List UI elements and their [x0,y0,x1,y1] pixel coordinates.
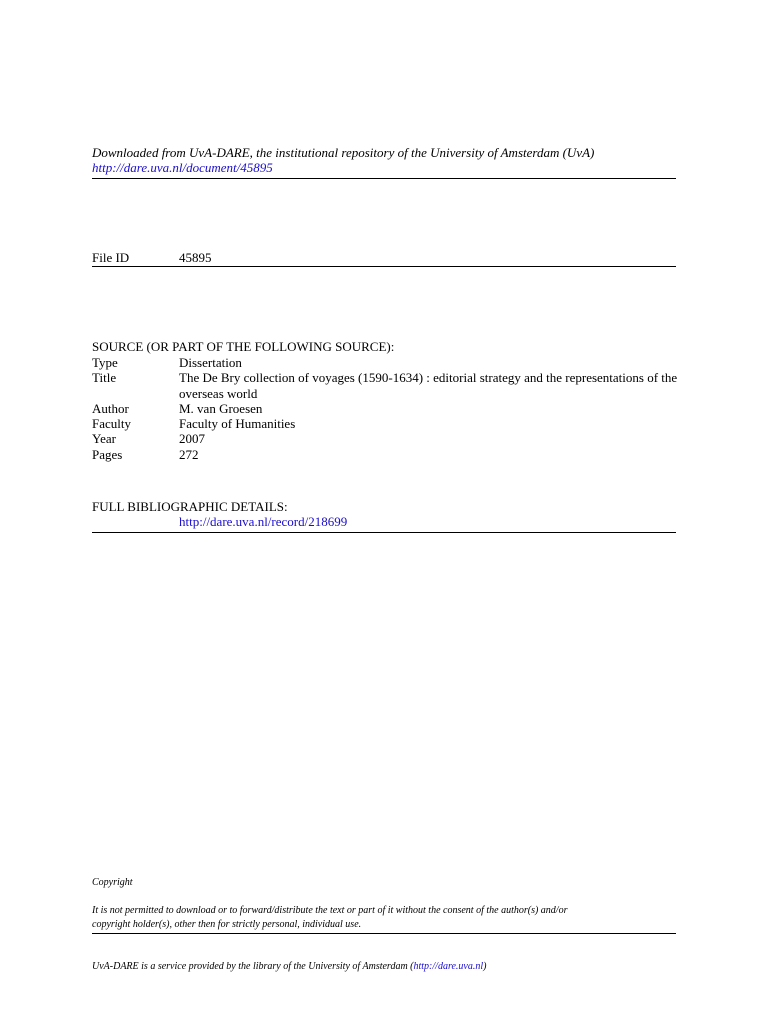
footer-text: UvA-DARE is a service provided by the library of the University of Amsterdam ( [92,961,414,972]
footer-note [92,960,486,974]
faculty-label: Faculty [92,416,131,431]
source-row-year [92,431,676,447]
bibliographic-heading: FULL BIBLIOGRAPHIC DETAILS: [92,499,288,514]
source-row-pages [92,447,676,463]
author-value: M. van Groesen [179,401,263,416]
author-label: Author [92,401,129,416]
copyright-line-2: copyright holder(s), other then for strictly personal, individual use. [92,919,362,930]
footer-close: ) [483,961,487,972]
pages-value: 272 [179,447,199,462]
type-label: Type [92,355,118,370]
copyright-line-1: It is not permitted to download or to forward/distribute the text or part of it without the consent of the author(s) and/or [92,905,568,916]
title-label: Title [92,370,117,385]
copyright-heading: Copyright [92,877,133,888]
type-value: Dissertation [179,355,242,370]
file-id-label: File ID [92,250,130,265]
year-value: 2007 [179,431,205,446]
source-row-faculty [92,416,676,432]
bibliographic-divider [92,532,676,533]
year-label: Year [92,431,116,446]
copyright-divider [92,933,676,934]
source-row-title [92,370,676,401]
footer-link[interactable]: http://dare.uva.nl [413,961,484,972]
record-link[interactable]: http://dare.uva.nl/record/218699 [179,514,348,529]
title-value: The De Bry collection of voyages (1590-1634) : editorial strategy and the representations of the [179,370,678,385]
header-divider [92,178,676,179]
faculty-value: Faculty of Humanities [179,416,296,431]
download-note: Downloaded from UvA-DARE, the institutional repository of the University of Amsterdam (UvA) [92,145,595,160]
source-row-author [92,401,676,417]
source-row-type [92,355,676,371]
pages-label: Pages [92,447,123,462]
file-id-divider [92,266,676,267]
source-heading: SOURCE (OR PART OF THE FOLLOWING SOURCE): [92,339,395,354]
file-id-row [92,250,676,266]
document-link[interactable]: http://dare.uva.nl/document/45895 [92,160,273,175]
file-id-value: 45895 [179,250,212,265]
title-value-continued: overseas world [179,385,258,401]
